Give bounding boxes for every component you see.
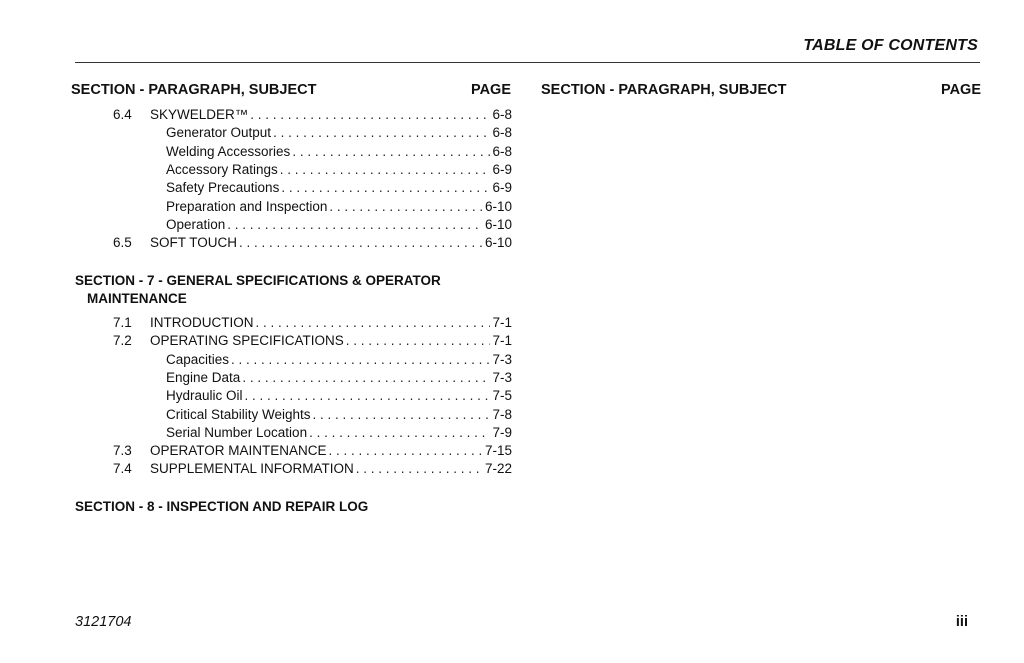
toc-entry[interactable] — [113, 179, 512, 197]
toc-entry[interactable] — [113, 332, 512, 350]
toc-entry-number: 7.3 — [113, 443, 132, 459]
toc-entry-page: 6-9 — [492, 180, 512, 196]
toc-entry[interactable] — [113, 198, 512, 216]
toc-entry-label: Operation — [166, 216, 226, 232]
toc-entry[interactable] — [113, 234, 512, 252]
toc-leader-dots — [309, 424, 490, 442]
toc-entry-page: 7-3 — [492, 369, 512, 385]
toc-entry-page: 7-9 — [492, 424, 512, 440]
toc-entry-label: Critical Stability Weights — [166, 406, 311, 422]
toc-leader-dots — [356, 460, 483, 478]
toc-entry-page: 7-1 — [492, 315, 512, 330]
toc-entry-page: 6-8 — [492, 125, 512, 141]
toc-entry-label: SUPPLEMENTAL INFORMATION — [150, 461, 354, 477]
toc-entry[interactable] — [113, 424, 512, 442]
toc-leader-dots — [313, 406, 491, 424]
toc-entry-label: Preparation and Inspection — [166, 198, 328, 214]
toc-leader-dots — [242, 369, 490, 387]
toc-entry[interactable] — [113, 387, 512, 405]
toc-leader-dots — [280, 161, 491, 179]
toc-entry-page: 6-10 — [484, 216, 512, 232]
toc-leader-dots — [245, 387, 491, 405]
toc-entry-number: 6.4 — [113, 107, 132, 122]
toc-entry-page: 7-5 — [492, 388, 512, 404]
toc-entry-label: Capacities — [166, 351, 230, 367]
section-7-heading-line2: MAINTENANCE — [87, 291, 187, 306]
toc-entry-page: 7-22 — [484, 461, 512, 477]
toc-entry[interactable] — [113, 460, 512, 478]
section-8-heading: SECTION - 8 - INSPECTION AND REPAIR LOG — [75, 499, 369, 514]
toc-entry-page: 6-8 — [492, 107, 512, 122]
toc-entry[interactable] — [113, 124, 512, 142]
toc-entry-label: SOFT TOUCH — [150, 235, 238, 251]
toc-entry-label: INTRODUCTION — [150, 315, 254, 330]
page-number: iii — [955, 614, 968, 630]
toc-leader-dots — [273, 124, 490, 142]
header-rule — [75, 62, 980, 63]
toc-leader-dots — [329, 442, 483, 460]
toc-leader-dots — [256, 314, 491, 332]
toc-entry-label: Hydraulic Oil — [166, 388, 243, 404]
toc-entry-label: OPERATING SPECIFICATIONS — [150, 333, 344, 349]
toc-entry-label: Generator Output — [166, 125, 272, 141]
toc-entry-page: 7-3 — [492, 351, 512, 367]
toc-entry-label: Engine Data — [166, 369, 241, 385]
right-section-heading: SECTION - PARAGRAPH, SUBJECT — [541, 82, 787, 98]
toc-entry-page: 6-10 — [484, 198, 512, 214]
toc-entry[interactable] — [113, 161, 512, 179]
toc-entry-page: 7-8 — [492, 406, 512, 422]
toc-entry[interactable] — [113, 351, 512, 369]
toc-leader-dots — [292, 143, 490, 161]
toc-entry-page: 6-10 — [484, 235, 512, 251]
toc-entry-label: Welding Accessories — [166, 143, 291, 159]
toc-entry[interactable] — [113, 143, 512, 161]
right-column-heading — [541, 82, 981, 98]
toc-leader-dots — [250, 106, 490, 124]
left-section-heading: SECTION - PARAGRAPH, SUBJECT — [71, 82, 317, 98]
toc-entry-number: 6.5 — [113, 235, 132, 251]
toc-entry-label: Serial Number Location — [166, 424, 308, 440]
toc-entry-label: SKYWELDER™ — [150, 107, 249, 122]
toc-entry-number: 7.2 — [113, 333, 132, 349]
toc-leader-dots — [281, 179, 490, 197]
toc-leader-dots — [329, 198, 483, 216]
toc-entry-label: Safety Precautions — [166, 180, 280, 196]
toc-entry[interactable] — [113, 442, 512, 460]
toc-entry-number: 7.1 — [113, 315, 132, 330]
right-page-heading: PAGE — [940, 82, 981, 98]
toc-entry-page: 7-15 — [484, 443, 512, 459]
toc-entry[interactable] — [113, 216, 512, 234]
toc-entry[interactable] — [113, 406, 512, 424]
toc-entry[interactable] — [113, 314, 512, 332]
toc-entry-page: 7-1 — [492, 333, 512, 349]
toc-entry[interactable] — [113, 369, 512, 387]
toc-leader-dots — [239, 234, 483, 252]
toc-leader-dots — [231, 351, 490, 369]
left-page-heading: PAGE — [470, 82, 511, 98]
toc-entry-label: OPERATOR MAINTENANCE — [150, 443, 327, 459]
toc-entry-page: 6-8 — [492, 143, 512, 159]
toc-entry-page: 6-9 — [492, 161, 512, 177]
toc-entry[interactable] — [113, 106, 512, 124]
toc-leader-dots — [227, 216, 483, 234]
toc-entry-number: 7.4 — [113, 461, 132, 477]
left-column-heading — [71, 82, 511, 98]
doc-number: 3121704 — [75, 614, 132, 630]
header-title: TABLE OF CONTENTS — [803, 37, 978, 54]
section-7-heading-line1: SECTION - 7 - GENERAL SPECIFICATIONS & OPERATOR — [75, 273, 441, 288]
toc-leader-dots — [346, 332, 491, 350]
toc-entry-label: Accessory Ratings — [166, 161, 278, 177]
